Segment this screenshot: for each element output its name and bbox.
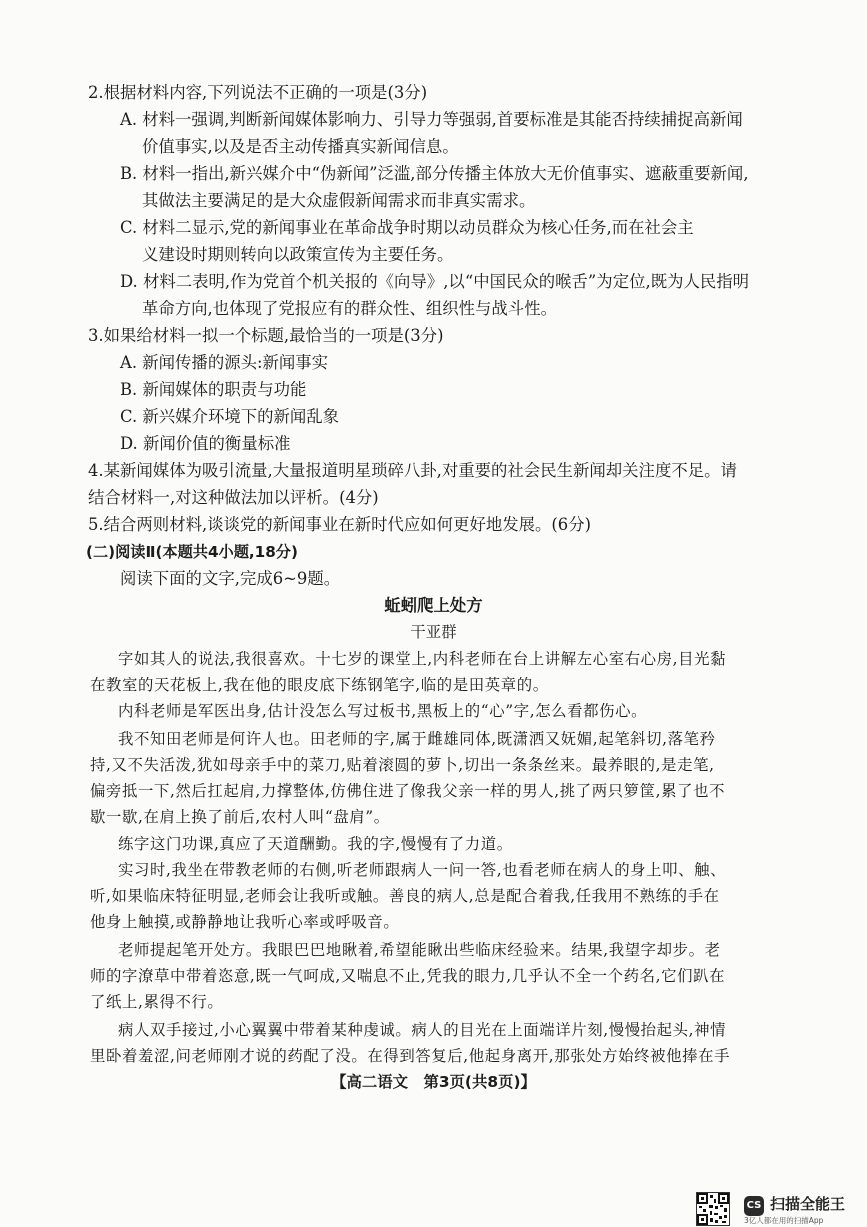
paragraph-6-line-3: 了纸上,累得不行。 [90,993,224,1011]
article-title: 蚯蚓爬上处方 [384,596,483,615]
question-2-stem: 2.根据材料内容,下列说法不正确的一项是(3分) [88,83,428,102]
question-2-option-d: D. 材料二表明,作为党首个机关报的《向导》,以“中国民众的喉舌”为定位,既为人民指明 [120,272,750,291]
section-heading: (二)阅读Ⅱ(本题共4小题,18分) [86,543,298,561]
paragraph-3-line-1: 我不知田老师是何许人也。田老师的字,属于雌雄同体,既潇洒又妩媚,起笔斜切,落笔矜 [118,730,716,748]
question-2-option-b-cont: 其做法主要满足的是大众虚假新闻需求而非真实需求。 [142,191,536,210]
paragraph-5-line-3: 他身上触摸,或静静地让我听心率或呼吸音。 [90,913,400,931]
paragraph-3-line-2: 持,又不失活泼,犹如母亲手中的菜刀,贴着滚圆的萝卜,切出一条条丝来。最养眼的,是走笔, [90,756,715,774]
paragraph-5-line-1: 实习时,我坐在带教老师的右侧,听老师跟病人一问一答,也看老师在病人的身上叩、触、 [118,861,727,879]
camscanner-logo-icon: CS [744,1196,764,1216]
paragraph-1-line-2: 在教室的天花板上,我在他的眼皮底下练钢笔字,临的是田英章的。 [90,676,549,694]
page-footer: 【高二语文 第3页(共8页)】 [331,1073,536,1091]
question-3-option-d: D. 新闻价值的衡量标准 [120,434,291,453]
question-2-option-c: C. 材料二显示,党的新闻事业在革命战争时期以动员群众为核心任务,而在社会主 [120,218,694,237]
question-2-option-a: A. 材料一强调,判断新闻媒体影响力、引导力等强弱,首要标准是其能否持续捕捉高新闻 [120,110,743,129]
paragraph-7-line-1: 病人双手接过,小心翼翼中带着某种虔诚。病人的目光在上面端详片刻,慢慢抬起头,神情 [118,1021,727,1039]
question-2-option-d-cont: 革命方向,也体现了党报应有的群众性、组织性与战斗性。 [142,299,557,318]
question-4-stem-cont: 结合材料一,对这种做法加以评析。(4分) [88,488,379,507]
question-2-option-c-cont: 义建设时期则转向以政策宣传为主要任务。 [142,245,454,264]
question-3-stem: 3.如果给材料一拟一个标题,最恰当的一项是(3分) [88,326,444,345]
question-4-stem: 4.某新闻媒体为吸引流量,大量报道明星琐碎八卦,对重要的社会民生新闻却关注度不足。请 [88,461,737,480]
paragraph-5-line-2: 听,如果临床特征明显,老师会让我听或触。善良的病人,总是配合着我,任我用不熟练的手在 [90,887,720,905]
article-author: 干亚群 [410,623,457,641]
paragraph-6-line-2: 师的字潦草中带着恣意,既一气呵成,又喘息不止,凭我的眼力,几乎认不全一个药名,它们趴在 [90,967,726,985]
question-3-option-b: B. 新闻媒体的职责与功能 [120,380,307,399]
camscanner-tagline: 3亿人都在用的扫描App [744,1216,824,1225]
question-5-stem: 5.结合两则材料,谈谈党的新闻事业在新时代应如何更好地发展。(6分) [88,515,592,534]
paragraph-3-line-4: 歇一歇,在肩上换了前后,农村人叫“盘肩”。 [90,808,390,826]
section-instruction: 阅读下面的文字,完成6~9题。 [120,569,341,588]
paragraph-2-line-1: 内科老师是军医出身,估计没怎么写过板书,黑板上的“心”字,怎么看都伤心。 [118,702,648,720]
question-3-option-c: C. 新兴媒介环境下的新闻乱象 [120,407,340,426]
camscanner-name: 扫描全能王 [770,1195,846,1213]
paragraph-3-line-3: 偏旁抵一下,然后扛起肩,力撑整体,仿佛住进了像我父亲一样的男人,挑了两只箩筐,累了也不 [90,782,726,800]
question-3-option-a: A. 新闻传播的源头:新闻事实 [120,353,329,372]
paragraph-7-line-2: 里卧着羞涩,问老师刚才说的药配了没。在得到答复后,他起身离开,那张处方始终被他捧在手 [90,1047,731,1065]
paragraph-6-line-1: 老师提起笔开处方。我眼巴巴地瞅着,希望能瞅出些临床经验来。结果,我望字却步。老 [118,941,721,959]
paragraph-1-line-1: 字如其人的说法,我很喜欢。十七岁的课堂上,内科老师在台上讲解左心室右心房,目光黏 [118,650,727,668]
qr-code-icon [696,1192,730,1226]
paragraph-4-line-1: 练字这门功课,真应了天道酬勤。我的字,慢慢有了力道。 [118,835,513,853]
question-2-option-b: B. 材料一指出,新兴媒介中“伪新闻”泛滥,部分传播主体放大无价值事实、遮蔽重要新闻, [120,164,749,183]
question-2-option-a-cont: 价值事实,以及是否主动传播真实新闻信息。 [142,137,459,156]
